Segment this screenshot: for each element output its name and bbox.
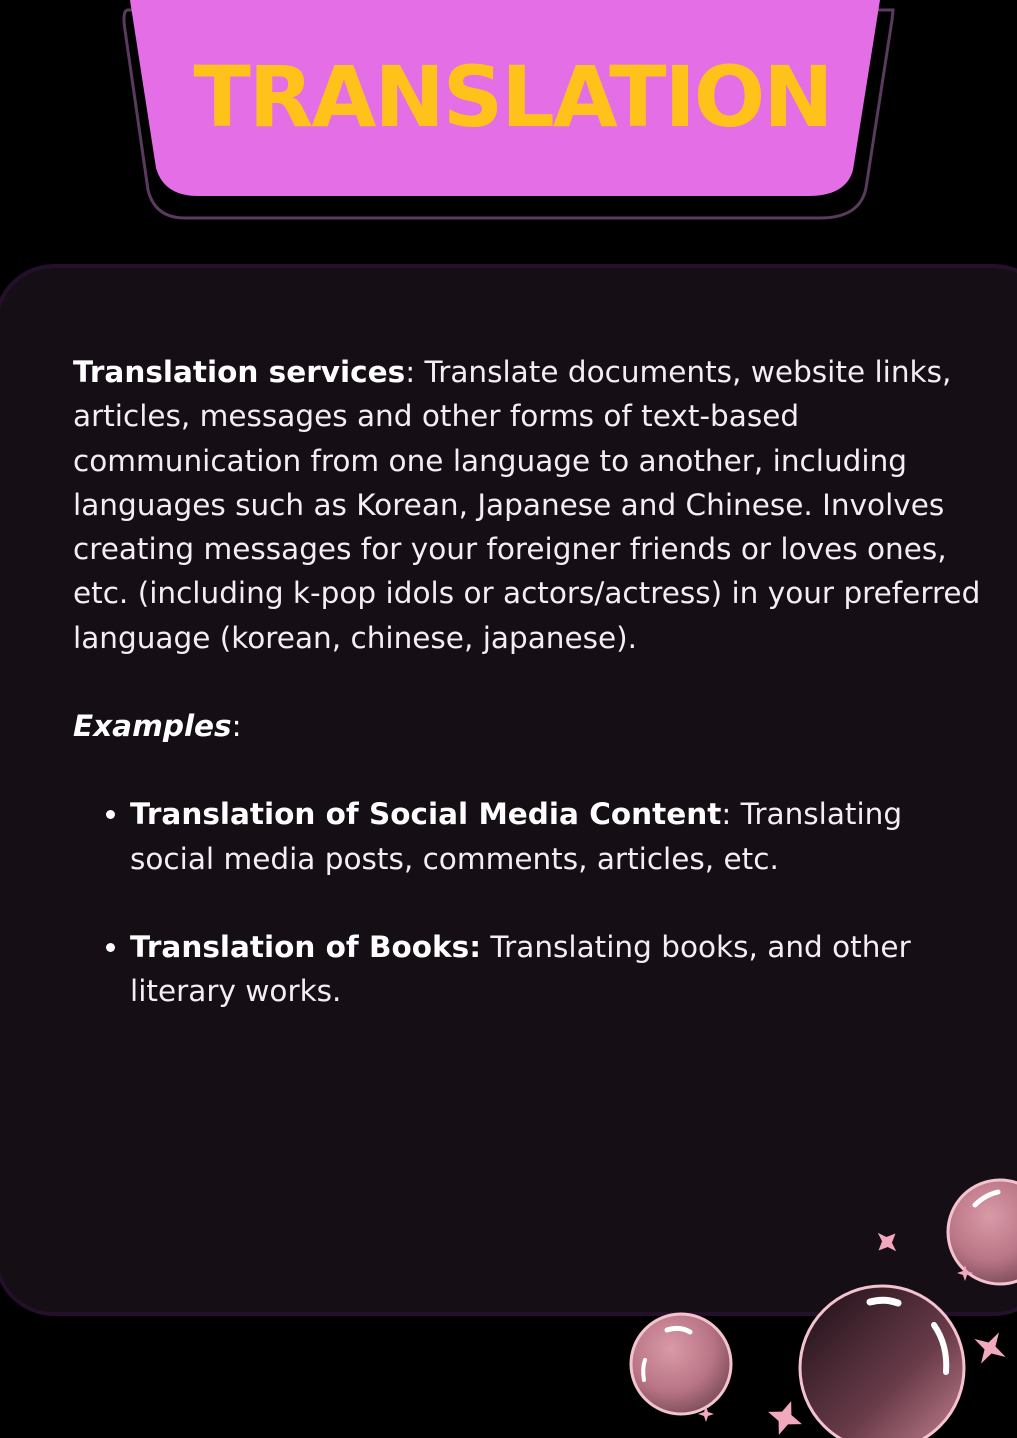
example-term: Translation of Books: [130,929,482,964]
examples-heading: Examples [73,709,232,744]
sparkle-icon [762,1395,808,1438]
intro-separator: : [405,355,416,389]
examples-list [73,792,993,1013]
examples-colon: : [231,709,242,744]
example-separator: : [721,797,732,832]
example-description: Translating social media posts, comments, articles, etc. [130,797,903,876]
list-item [130,925,993,1014]
bubble-icon [631,1314,731,1414]
list-item [130,792,993,881]
sparkle-icon [965,1323,1014,1372]
page-title: TRANSLATION [193,48,832,146]
intro-paragraph [73,350,993,660]
bullet-icon [106,943,115,952]
example-term: Translation of Social Media Content [130,797,722,832]
example-description: Translating books, and other literary works. [130,929,911,1009]
intro-description: Translate documents, website links, articles, messages and other forms of text-based communication from one language to another, including languages such as Korean, Japanese and Chinese. Involves creating messages for your foreigner friends or loves ones, etc. (including k-pop idols or actors/actress) in your preferred language (korean, chinese, japanese). [73,355,981,655]
content-body [73,350,993,1058]
sparkle-icon [698,1406,714,1422]
bullet-icon [106,810,115,819]
intro-term: Translation services [73,355,406,389]
examples-heading-line [73,704,993,748]
